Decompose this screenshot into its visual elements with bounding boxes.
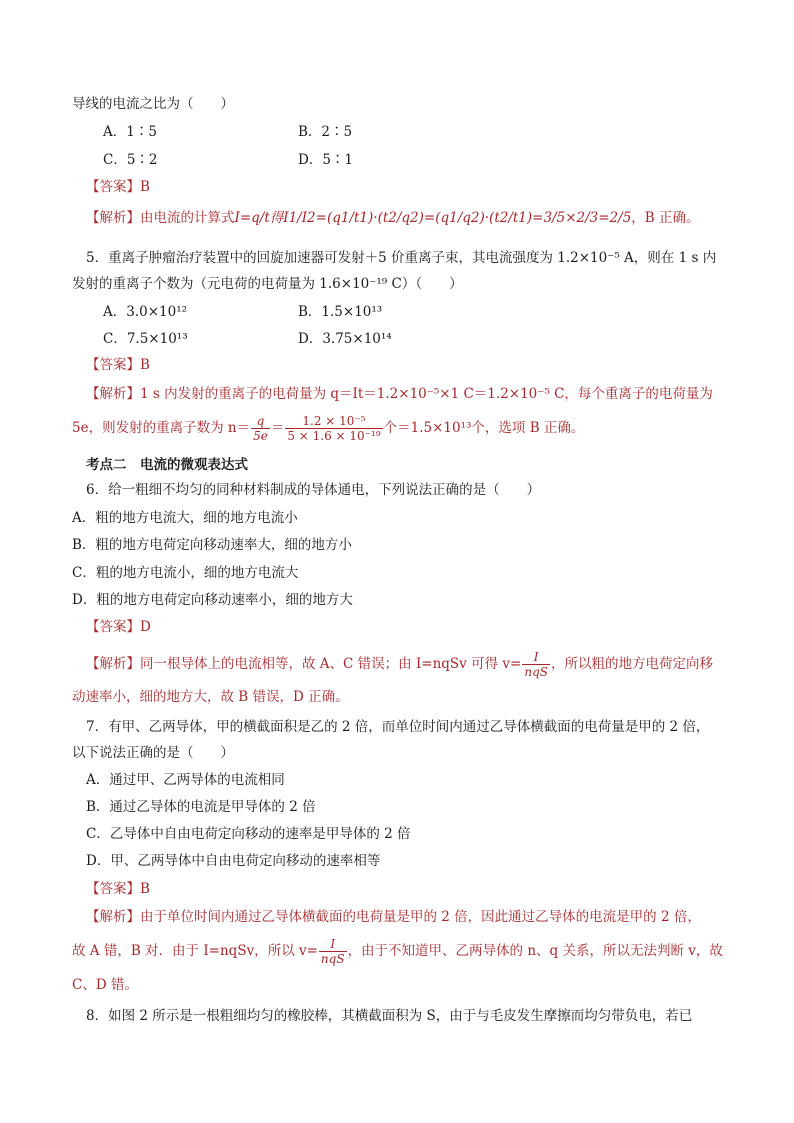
q6-option-a: A．粗的地方电流大，细的地方电流小 [72, 510, 298, 526]
answer-tag: 【答案】 [86, 179, 140, 195]
q5-analysis-line2: 5e，则发射的重离子数为 n＝ $\frac{q}{5e}$ ＝ $\frac{\text{1.2 × 10⁻⁵}}{\text{5 × 1.6 × 10⁻¹⁹}}$ 个＝1.5×10¹³个，选项 B 正确。 [72, 414, 585, 443]
q6-option-c: C．粗的地方电流小，细的地方电流大 [72, 565, 299, 581]
analysis-prefix: 同一根导体上的电流相等，故 A、C 错误；由 I=nqSv 可得 v= [140, 656, 522, 672]
answer-value: B [140, 357, 150, 373]
analysis-suffix: ，由于不知道甲、乙两导体的 n、q 关系，所以无法判断 v，故 [347, 943, 723, 959]
analysis-prefix: 由电流的计算式 [140, 210, 235, 226]
q6-analysis-line1 [86, 648, 713, 680]
q6-option-b: B．粗的地方电荷定向移动速率大，细的地方小 [72, 537, 352, 553]
analysis-tag: 【解析】 [86, 909, 140, 925]
q7-option-b: B．通过乙导体的电流是甲导体的 2 倍 [86, 799, 316, 815]
q4-stem-tail: 导线的电流之比为（ ） [72, 96, 234, 112]
q5-stem-line2: 发射的重离子个数为（元电荷的电荷量为 1.6×10⁻¹⁹ C）（ ） [72, 276, 463, 292]
analysis-tag: 【解析】 [86, 386, 140, 402]
q8-stem-line1: 8．如图 2 所示是一根粗细均匀的橡胶棒，其横截面积为 S，由于与毛皮发生摩擦而均匀带负电，若已 [86, 1008, 693, 1024]
q6-stem: 6．给一粗细不均匀的同种材料制成的导体通电，下列说法正确的是（ ） [86, 482, 541, 498]
q5-option-b: B．1.5×10¹³ [298, 304, 383, 320]
q7-option-c: C．乙导体中自由电荷定向移动的速率是甲导体的 2 倍 [86, 826, 411, 842]
q7-analysis-line1 [86, 907, 701, 927]
analysis-text: 由于单位时间内通过乙导体横截面的电荷量是甲的 2 倍，因此通过乙导体的电流是甲的 2 倍， [140, 909, 701, 925]
analysis-suffix: ，所以粗的地方电荷定向移 [550, 656, 713, 672]
q6-option-d: D．粗的地方电荷定向移动速率小，细的地方大 [72, 592, 353, 608]
section-title: 考点二 电流的微观表达式 [86, 457, 248, 473]
analysis-text: 1 s 内发射的重离子的电荷量为 q＝It＝1.2×10⁻⁵×1 C＝1.2×10⁻⁵ C，每个重离子的电荷量为 [140, 386, 713, 402]
q5-answer [86, 355, 150, 375]
q5-analysis-line1 [86, 384, 713, 404]
q6-answer [86, 617, 151, 637]
answer-value: B [140, 881, 150, 897]
q4-answer [86, 177, 150, 197]
fraction-q-over-5e: $\frac{q}{5e}$ [253, 414, 268, 443]
q4-option-a: A．1∶5 [103, 124, 157, 140]
q5-option-c: C．7.5×10¹³ [103, 331, 188, 347]
q4-option-c: C．5∶2 [103, 152, 158, 168]
q4-option-d: D．5∶1 [298, 152, 354, 168]
answer-tag: 【答案】 [86, 881, 140, 897]
answer-value: D [140, 619, 151, 635]
q7-analysis-line3: C、D 错。 [72, 977, 138, 993]
answer-tag: 【答案】 [86, 619, 140, 635]
answer-tag: 【答案】 [86, 357, 140, 373]
analysis-prefix: 5e，则发射的重离子数为 n＝ [72, 420, 251, 436]
analysis-prefix: 故 A 错，B 对．由于 I=nqSv，所以 v= [72, 943, 318, 959]
analysis-tag: 【解析】 [86, 656, 140, 672]
fraction-v: $\frac{I}{\text{nqS}}$ [524, 650, 548, 679]
q5-stem-line1: 5．重离子肿瘤治疗装置中的回旋加速器可发射＋5 价重离子束，其电流强度为 1.2×10⁻⁵ A，则在 1 s 内 [86, 250, 717, 266]
q6-analysis-line2: 动速率小，细的地方大，故 B 错误，D 正确。 [72, 689, 349, 705]
analysis-suffix: ，B 正确。 [631, 210, 700, 226]
answer-value: B [140, 179, 150, 195]
fraction-v: $\frac{I}{\text{nqS}}$ [320, 937, 345, 966]
q7-analysis-line2 [72, 935, 723, 967]
q5-option-d: D．3.75×10¹⁴ [298, 331, 392, 347]
q7-answer [86, 879, 150, 899]
analysis-tag: 【解析】 [86, 210, 140, 226]
q7-option-a: A．通过甲、乙两导体的电流相同 [86, 772, 285, 788]
q4-option-b: B．2∶5 [298, 124, 353, 140]
analysis-formula: I=q/t得I1/I2=(q1/t1)·(t2/q2)=(q1/q2)·(t2/t1)=3/5×2/3=2/5 [234, 210, 632, 226]
q5-option-a: A．3.0×10¹² [103, 304, 188, 320]
q7-stem-line1: 7．有甲、乙两导体，甲的横截面积是乙的 2 倍，而单位时间内通过乙导体横截面的电荷量是甲的 2 倍， [86, 719, 710, 735]
q4-analysis [86, 208, 700, 228]
fraction-numeric: $\frac{\text{1.2 × 10⁻⁵}}{\text{5 × 1.6 × 10⁻¹⁹}}$ [287, 414, 381, 443]
q7-stem-line2: 以下说法正确的是（ ） [72, 745, 234, 761]
analysis-suffix: 个＝1.5×10¹³个，选项 B 正确。 [383, 420, 585, 436]
q7-option-d: D．甲、乙两导体中自由电荷定向移动的速率相等 [86, 853, 381, 869]
